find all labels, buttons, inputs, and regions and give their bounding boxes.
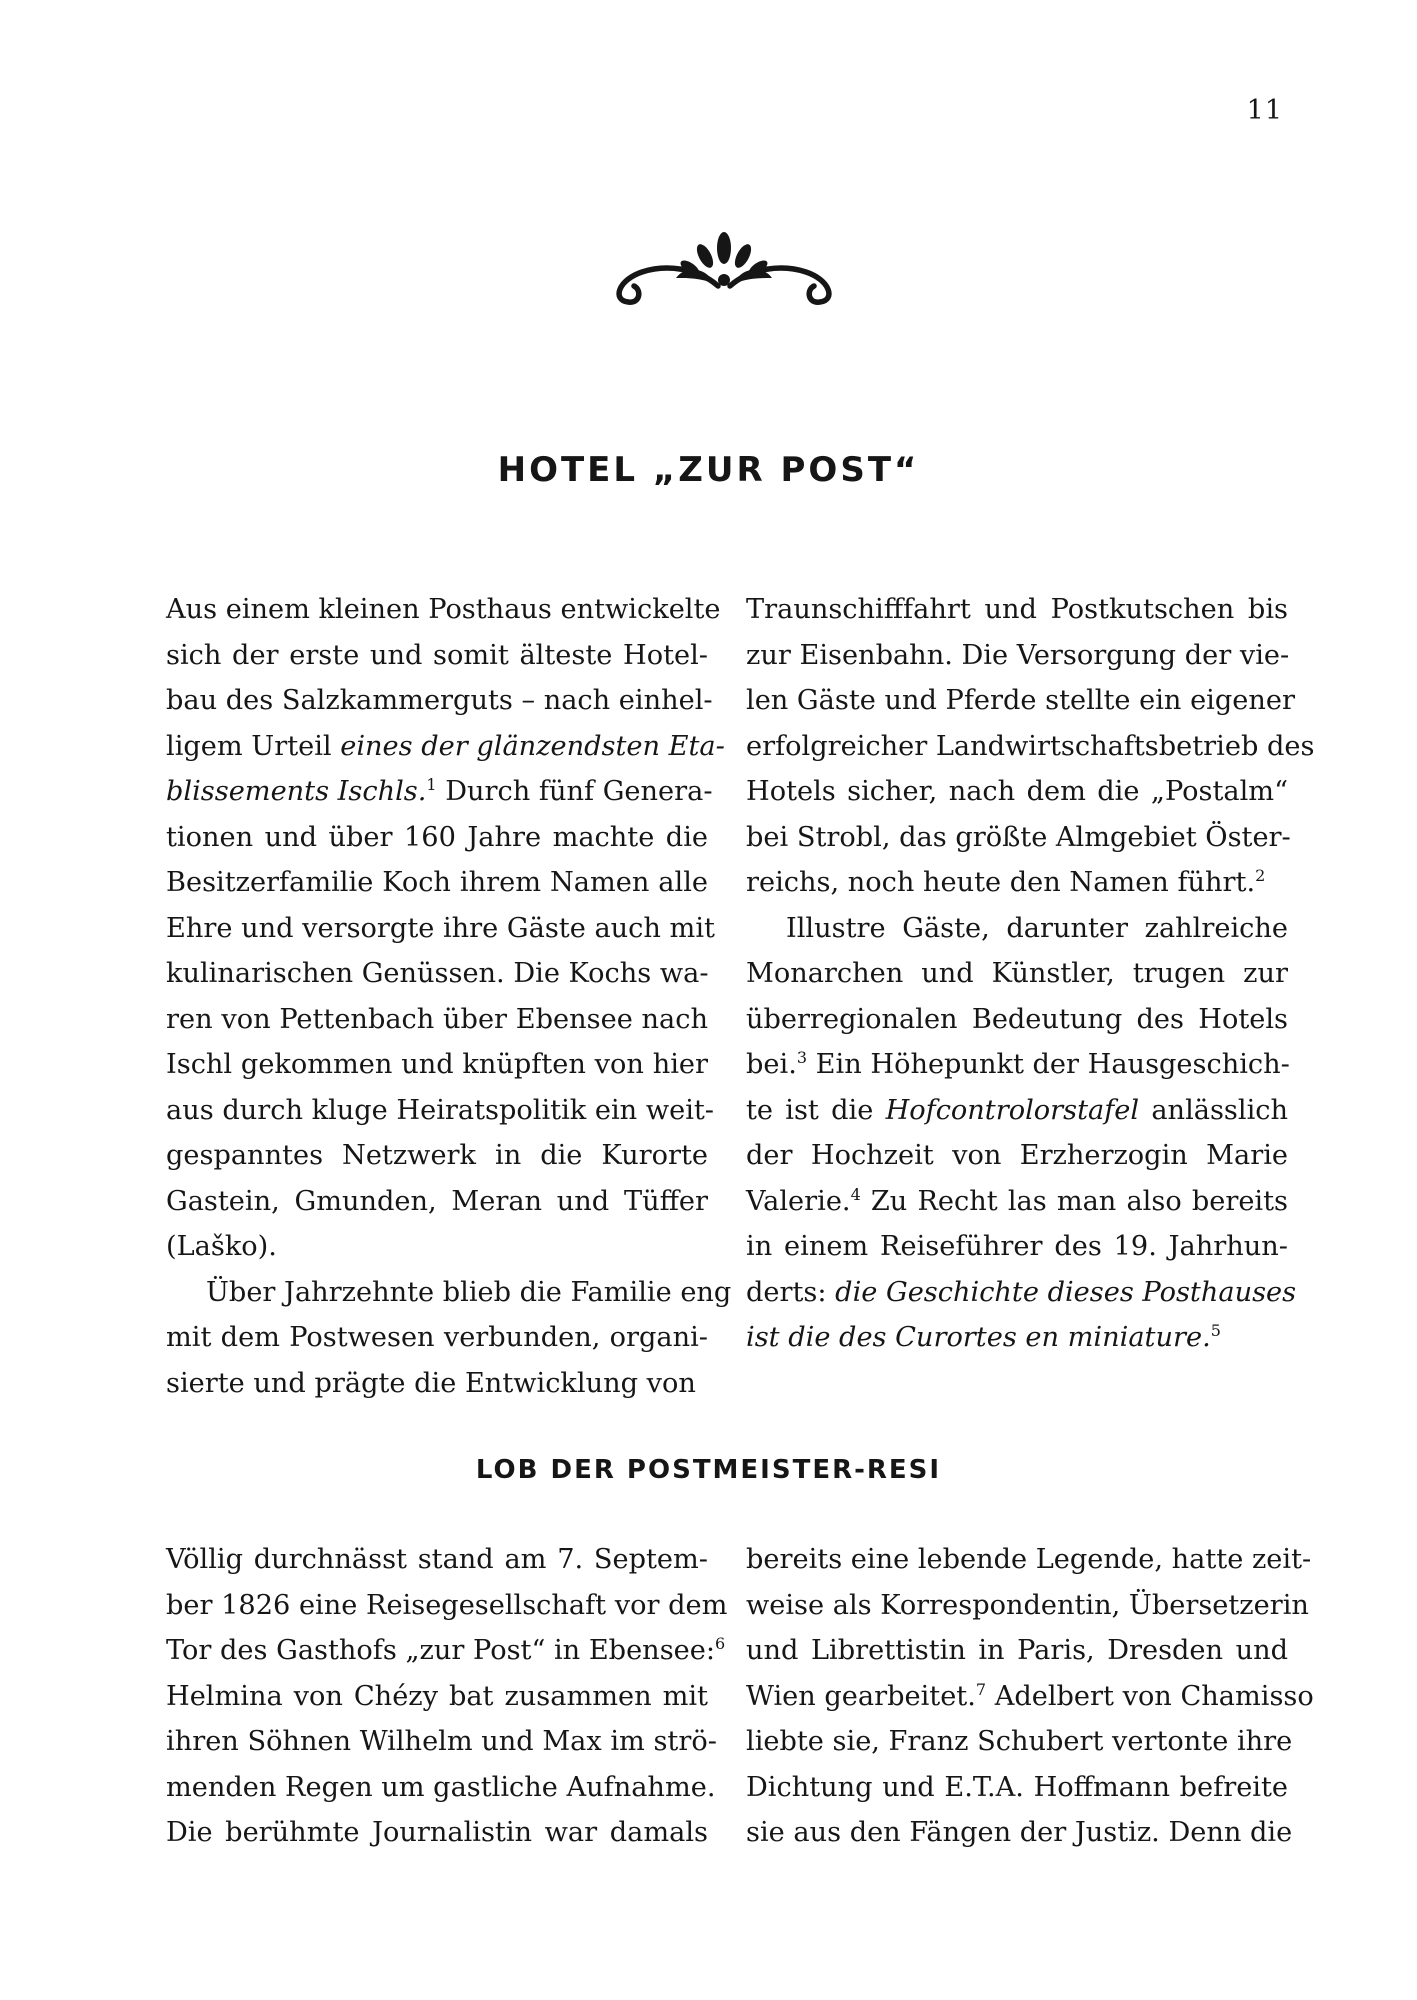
italic-text: ist die des Curortes en miniature.: [746, 1322, 1211, 1353]
text-line: bei Strobl, das größte Almgebiet Öster-: [746, 821, 1291, 853]
text-line: ligem Urteil eines der glänzendsten Eta-: [166, 730, 725, 762]
text-line: Monarchen und Künstler, trugen zur: [746, 958, 1288, 989]
footnote-marker: 6: [714, 1633, 726, 1653]
text-line: Aus einem kleinen Posthaus entwickelte: [166, 594, 721, 625]
footnote-marker: 1: [426, 774, 437, 794]
text-line: (Laško).: [166, 1231, 277, 1262]
footnote-marker: 7: [975, 1679, 987, 1699]
text-line: [746, 1315, 1288, 1361]
text-line: Völlig durchnässt stand am 7. Septem-: [166, 1544, 708, 1575]
text-line: te ist die Hofcontrolorstafel anlässlich: [746, 1094, 1289, 1126]
text-line: Gastein, Gmunden, Meran und Tüffer: [166, 1185, 708, 1217]
footnote-marker: 2: [1255, 865, 1266, 885]
text-line: Über Jahrzehnte blieb die Familie eng: [206, 1276, 732, 1308]
chapter-title: HOTEL „ZUR POST“: [497, 450, 920, 490]
section1-column-right: [746, 587, 1315, 1361]
text-line: und Librettistin in Paris, Dresden und: [746, 1635, 1288, 1666]
text-line: kulinarischen Genüssen. Die Kochs wa-: [166, 958, 709, 989]
text-line: blissements Ischls.$^1$ Durch fünf Genera-: [166, 774, 713, 807]
text-line: zur Eisenbahn. Die Versorgung der vie-: [746, 639, 1290, 671]
page-number: 11: [1246, 95, 1283, 126]
text-line: Die berühmte Journalistin war damals: [166, 1817, 708, 1848]
text-line: len Gäste und Pferde stellte ein eigener: [746, 685, 1295, 716]
italic-text: blissements Ischls.: [166, 776, 427, 807]
text-line: weise als Korrespondentin, Übersetzerin: [746, 1589, 1309, 1621]
text-line: derts: die Geschichte dieses Posthauses: [746, 1276, 1297, 1308]
text-line: Valerie.$^4$ Zu Recht las man also bereits: [746, 1184, 1288, 1217]
italic-text: eines der glänzendsten Eta-: [340, 730, 725, 762]
text-line: bereits eine lebende Legende, hatte zeit-: [746, 1544, 1312, 1575]
text-line: Illustre Gäste, darunter zahlreiche: [786, 912, 1288, 944]
decorative-flourish-icon: [606, 228, 842, 306]
text-line: erfolgreicher Landwirtschaftsbetrieb des: [746, 730, 1315, 762]
text-line: Traunschifffahrt und Postkutschen bis: [746, 594, 1288, 625]
text-line: liebte sie, Franz Schubert vertonte ihre: [746, 1726, 1293, 1757]
footnote-marker: 5: [1210, 1320, 1221, 1340]
text-line: ren von Pettenbach über Ebensee nach: [166, 1003, 708, 1035]
footnote-marker: 3: [796, 1047, 808, 1067]
text-line: ber 1826 eine Reisegesellschaft vor dem: [166, 1589, 728, 1621]
text-line: sierte und prägte die Entwicklung von: [166, 1367, 696, 1399]
text-line: Hotels sicher, nach dem die „Postalm“: [746, 776, 1288, 807]
text-line: Ehre und versorgte ihre Gäste auch mit: [166, 912, 715, 944]
text-line: Helmina von Chézy bat zusammen mit: [166, 1680, 708, 1712]
italic-text: Hofcontrolorstafel: [885, 1094, 1140, 1126]
text-line: menden Regen um gastliche Aufnahme.: [166, 1771, 716, 1803]
text-line: Dichtung und E.T.A. Hoffmann befreite: [746, 1771, 1288, 1803]
text-line: mit dem Postwesen verbunden, organi-: [166, 1322, 708, 1353]
text-line: bau des Salzkammerguts – nach einhel-: [166, 685, 713, 716]
text-line: sich der erste und somit älteste Hotel-: [166, 639, 708, 671]
text-line: Besitzerfamilie Koch ihrem Namen alle: [166, 867, 708, 898]
text-line: aus durch kluge Heiratspolitik ein weit-: [166, 1094, 714, 1126]
section-title: LOB DER POSTMEISTER-RESI: [475, 1455, 942, 1485]
text-line: gespanntes Netzwerk in die Kurorte: [166, 1140, 708, 1171]
section2-column-left: [166, 1537, 728, 1856]
text-line: Wien gearbeitet.$^7$ Adelbert von Chamisso: [746, 1679, 1314, 1712]
text-line: überregionalen Bedeutung des Hotels: [746, 1003, 1288, 1035]
footnote-marker: 4: [850, 1184, 861, 1204]
section1-column-left: [166, 587, 732, 1406]
text-line: Ischl gekommen und knüpften von hier: [166, 1049, 708, 1080]
text-line: der Hochzeit von Erzherzogin Marie: [746, 1140, 1288, 1171]
text-line: reichs, noch heute den Namen führt.$^2$: [746, 865, 1266, 898]
text-line: sie aus den Fängen der Justiz. Denn die: [746, 1817, 1293, 1848]
text-line: ihren Söhnen Wilhelm und Max im strö-: [166, 1726, 717, 1757]
section2-column-right: [746, 1537, 1314, 1856]
text-line: in einem Reiseführer des 19. Jahrhun-: [746, 1231, 1288, 1262]
text-line: bei.$^3$ Ein Höhepunkt der Hausgeschich-: [746, 1047, 1290, 1080]
italic-text: die Geschichte dieses Posthauses: [835, 1276, 1297, 1308]
text-line: tionen und über 160 Jahre machte die: [166, 821, 708, 853]
text-line: Tor des Gasthofs „zur Post“ in Ebensee:$^6$: [166, 1633, 726, 1666]
